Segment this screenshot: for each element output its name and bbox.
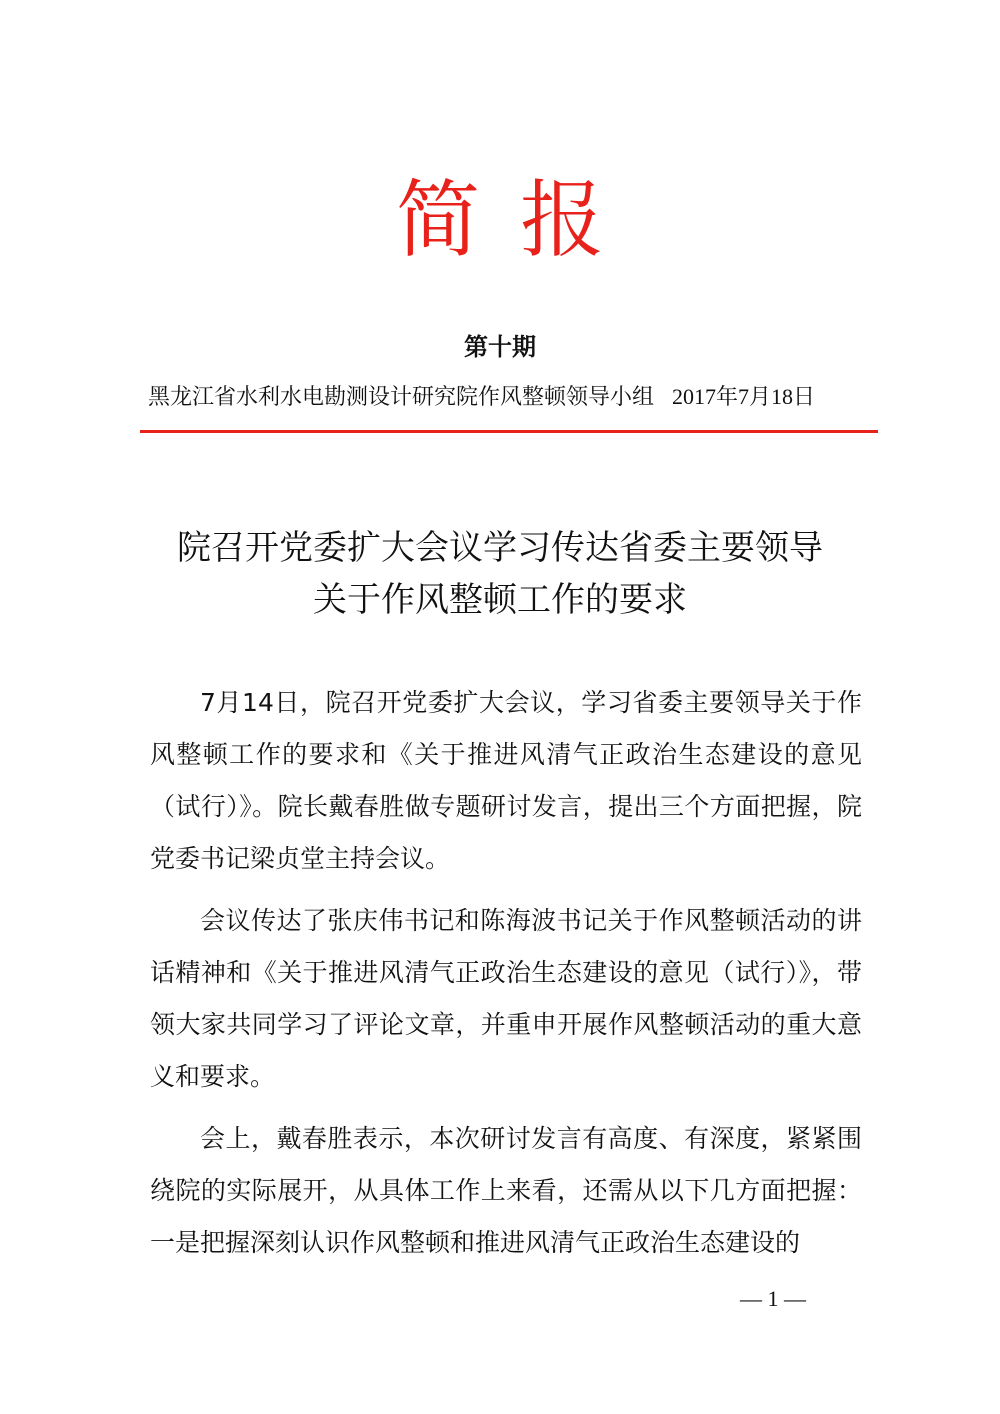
issuer-line xyxy=(148,380,868,415)
paragraph-2: 会议传达了张庆伟书记和陈海波书记关于作风整顿活动的讲话精神和《关于推进风清气正政治生态建设的意见（试行）》，带领大家共同学习了评论文章，并重申开展作风整顿活动的重大意义和要求。 xyxy=(150,906,862,1091)
article-title-line-2: 关于作风整顿工作的要求 xyxy=(313,580,687,620)
paragraph-3: 会上，戴春胜表示，本次研讨发言有高度、有深度，紧紧围绕院的实际展开，从具体工作上来看，还需从以下几方面把握：一是把握深刻认识作风整顿和推进风清气正政治生态建设的 xyxy=(150,1124,862,1257)
red-divider xyxy=(140,430,878,433)
issuer-name: 黑龙江省水利水电勘测设计研究院作风整顿领导小组 xyxy=(148,385,655,410)
issue-number: 第十期 xyxy=(464,333,536,361)
article-body xyxy=(150,677,862,1279)
article-title xyxy=(0,522,1000,626)
paragraph-1: 7月14日，院召开党委扩大会议，学习省委主要领导关于作风整顿工作的要求和《关于推进风清气正政治生态建设的意见（试行）》。院长戴春胜做专题研讨发言，提出三个方面把握，院党委书记梁贞堂主持会议。 xyxy=(150,688,862,873)
issue-date: 2017年7月18日 xyxy=(672,384,816,409)
article-title-line-1: 院召开党委扩大会议学习传达省委主要领导 xyxy=(177,528,823,568)
page-number: — 1 — xyxy=(740,1286,806,1311)
masthead-title: 简报 xyxy=(395,171,644,269)
